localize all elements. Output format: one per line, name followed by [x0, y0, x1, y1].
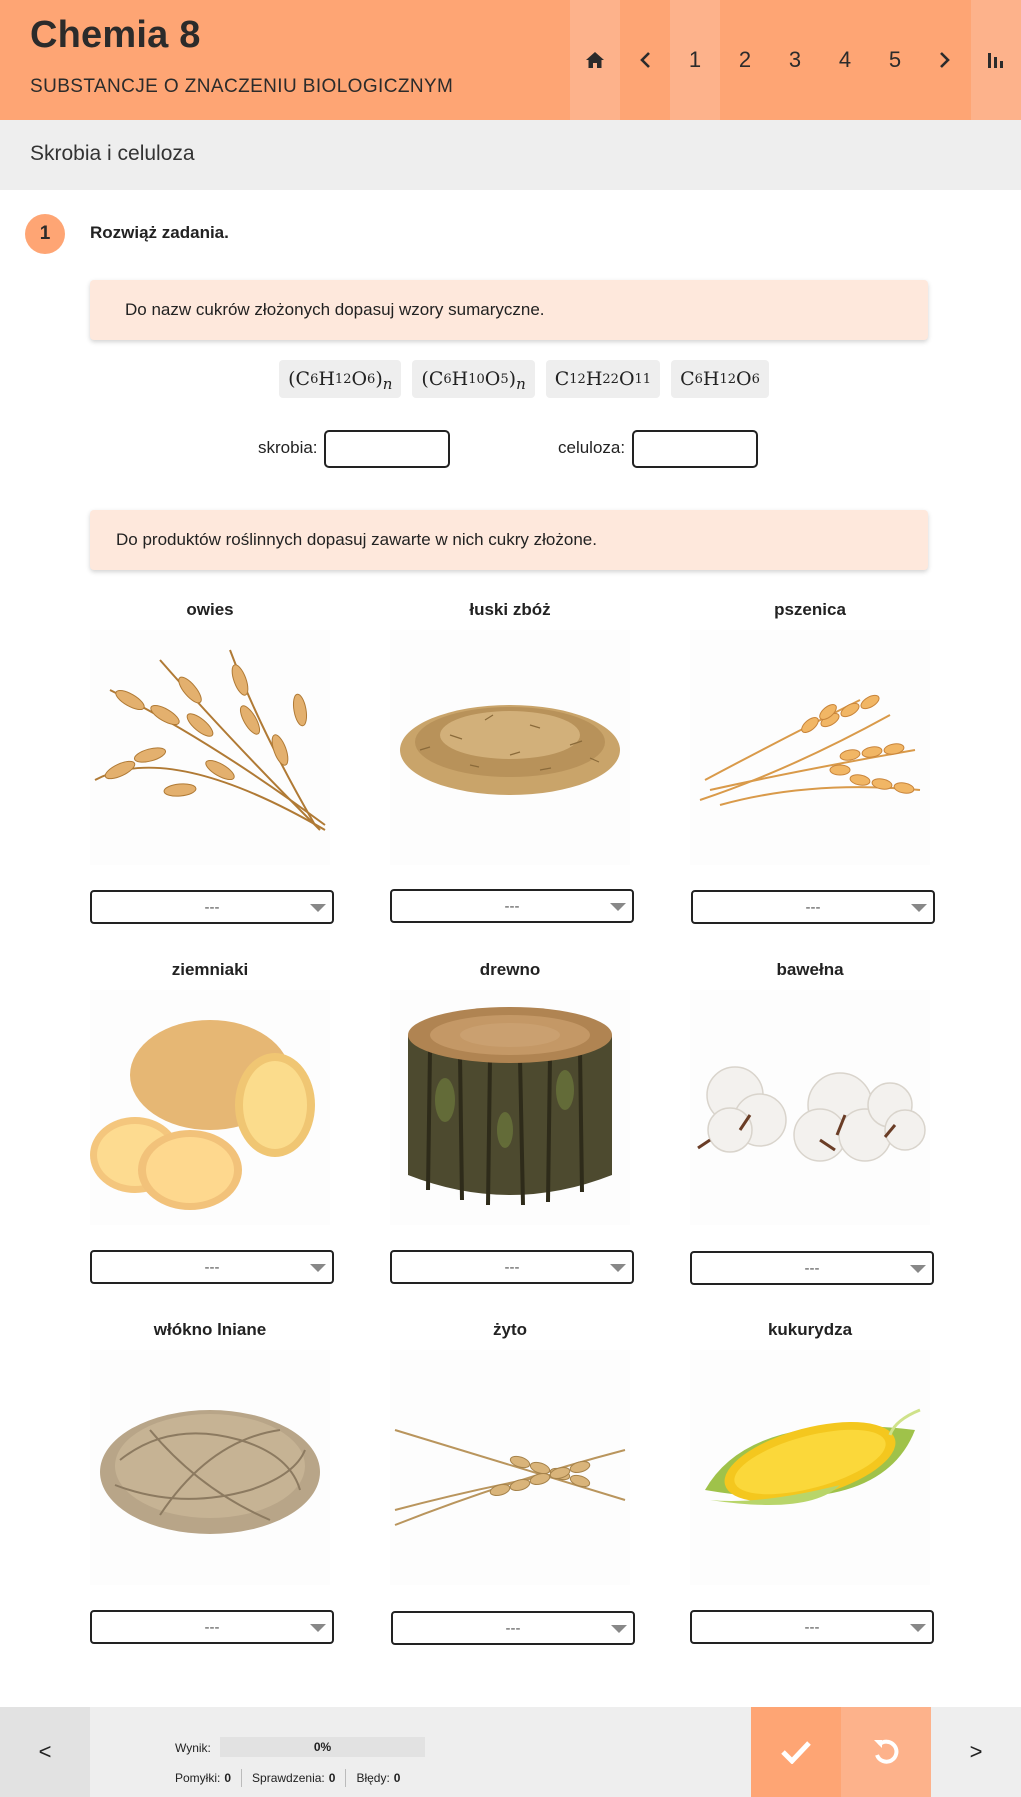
page-1-button[interactable]: 1 — [670, 0, 720, 120]
product-select[interactable]: --- — [691, 890, 935, 924]
dropdown-arrow-icon — [610, 903, 626, 911]
product-title: bawełna — [776, 960, 844, 979]
check-button[interactable] — [751, 1707, 841, 1797]
oat-image — [90, 630, 330, 865]
formula-bank — [0, 360, 1021, 398]
home-button[interactable] — [570, 0, 620, 120]
section-title: Skrobia i celuloza — [30, 142, 195, 165]
cellulose-label: celuloza: — [558, 438, 626, 457]
chevron-right-icon — [939, 52, 951, 68]
next-page-button[interactable] — [920, 0, 970, 120]
app-title: Chemia 8 — [30, 14, 201, 56]
product-title: kukurydza — [767, 1320, 853, 1339]
page-2-button[interactable]: 2 — [738, 47, 752, 72]
mistakes-label: Pomyłki: — [175, 1771, 221, 1785]
stats-button[interactable] — [971, 0, 1021, 120]
reset-button[interactable] — [841, 1707, 931, 1797]
check-icon — [781, 1740, 811, 1764]
task-number-badge: 1 — [25, 214, 65, 254]
dropdown-arrow-icon — [611, 1625, 627, 1633]
dropdown-arrow-icon — [610, 1264, 626, 1272]
product-title: ziemniaki — [171, 960, 249, 979]
product-select[interactable]: --- — [90, 890, 334, 924]
footer — [0, 1707, 1021, 1797]
product-title: łuski zbóż — [469, 600, 551, 619]
instruction-formulas — [90, 280, 928, 340]
cotton-image — [690, 990, 930, 1225]
product-select[interactable]: --- — [390, 889, 634, 923]
checks-value: 0 — [328, 1771, 336, 1785]
dropdown-arrow-icon — [310, 1624, 326, 1632]
product-title: owies — [186, 600, 234, 619]
rye-image — [390, 1350, 630, 1585]
starch-drop-field[interactable] — [324, 430, 450, 468]
product-select[interactable]: --- — [391, 1611, 635, 1645]
grain-husks-image — [390, 630, 630, 865]
product-select[interactable]: --- — [690, 1251, 934, 1285]
prev-exercise-button[interactable]: < — [0, 1707, 90, 1797]
page-3-button[interactable]: 3 — [788, 47, 802, 72]
chevron-left-icon — [639, 52, 651, 68]
formula-chip[interactable]: C 6 H 12 O 6 — [671, 360, 769, 398]
app-subtitle: SUBSTANCJE O ZNACZENIU BIOLOGICZNYM — [30, 76, 454, 97]
potato-image — [90, 990, 330, 1225]
score-progress-bar — [220, 1737, 425, 1757]
next-exercise-button[interactable]: > — [969, 1739, 983, 1764]
dropdown-arrow-icon — [910, 1624, 926, 1632]
formula-chip[interactable]: (C 6 H 12 O 6 ) n — [279, 360, 401, 398]
wood-stump-image — [390, 990, 630, 1225]
instruction-products — [90, 510, 928, 570]
starch-label: skrobia: — [258, 438, 318, 457]
dropdown-arrow-icon — [310, 1264, 326, 1272]
flax-fiber-image — [90, 1350, 330, 1585]
page-4-button[interactable]: 4 — [838, 47, 852, 72]
bar-chart-icon — [987, 52, 1005, 68]
product-title: żyto — [493, 1320, 527, 1339]
cellulose-drop-field[interactable] — [632, 430, 758, 468]
errors-label: Błędy: — [356, 1771, 390, 1785]
home-icon — [586, 52, 604, 68]
page-5-button[interactable]: 5 — [888, 47, 902, 72]
mistakes-value: 0 — [224, 1771, 232, 1785]
prev-page-button[interactable] — [620, 0, 670, 120]
stats-row — [175, 1769, 400, 1787]
product-title: drewno — [479, 960, 541, 979]
checks-label: Sprawdzenia: — [252, 1771, 325, 1785]
product-select[interactable]: --- — [90, 1250, 334, 1284]
dropdown-arrow-icon — [910, 1265, 926, 1273]
dropdown-arrow-icon — [911, 904, 927, 912]
instruction-text: Do produktów roślinnych dopasuj zawarte w nich cukry złożone. — [116, 530, 597, 549]
product-select[interactable]: --- — [690, 1610, 934, 1644]
product-select[interactable]: --- — [390, 1250, 634, 1284]
formula-chip[interactable]: C 12 H 22 O 11 — [546, 360, 660, 398]
instruction-text: Do nazw cukrów złożonych dopasuj wzory sumaryczne. — [125, 300, 545, 319]
wheat-image — [690, 630, 930, 865]
product-select[interactable]: --- — [90, 1610, 334, 1644]
score-label: Wynik: — [175, 1741, 211, 1755]
product-title: pszenica — [774, 600, 846, 619]
score-value: 0% — [313, 1740, 332, 1754]
section-bar — [0, 120, 1021, 190]
product-title: włókno lniane — [153, 1320, 267, 1339]
header — [0, 0, 1021, 120]
reset-icon — [871, 1737, 901, 1767]
formula-chip[interactable]: (C 6 H 10 O 5 ) n — [412, 360, 534, 398]
task-title: Rozwiąż zadania. — [90, 223, 229, 242]
errors-value: 0 — [393, 1771, 401, 1785]
corn-image — [690, 1350, 930, 1585]
dropdown-arrow-icon — [310, 904, 326, 912]
